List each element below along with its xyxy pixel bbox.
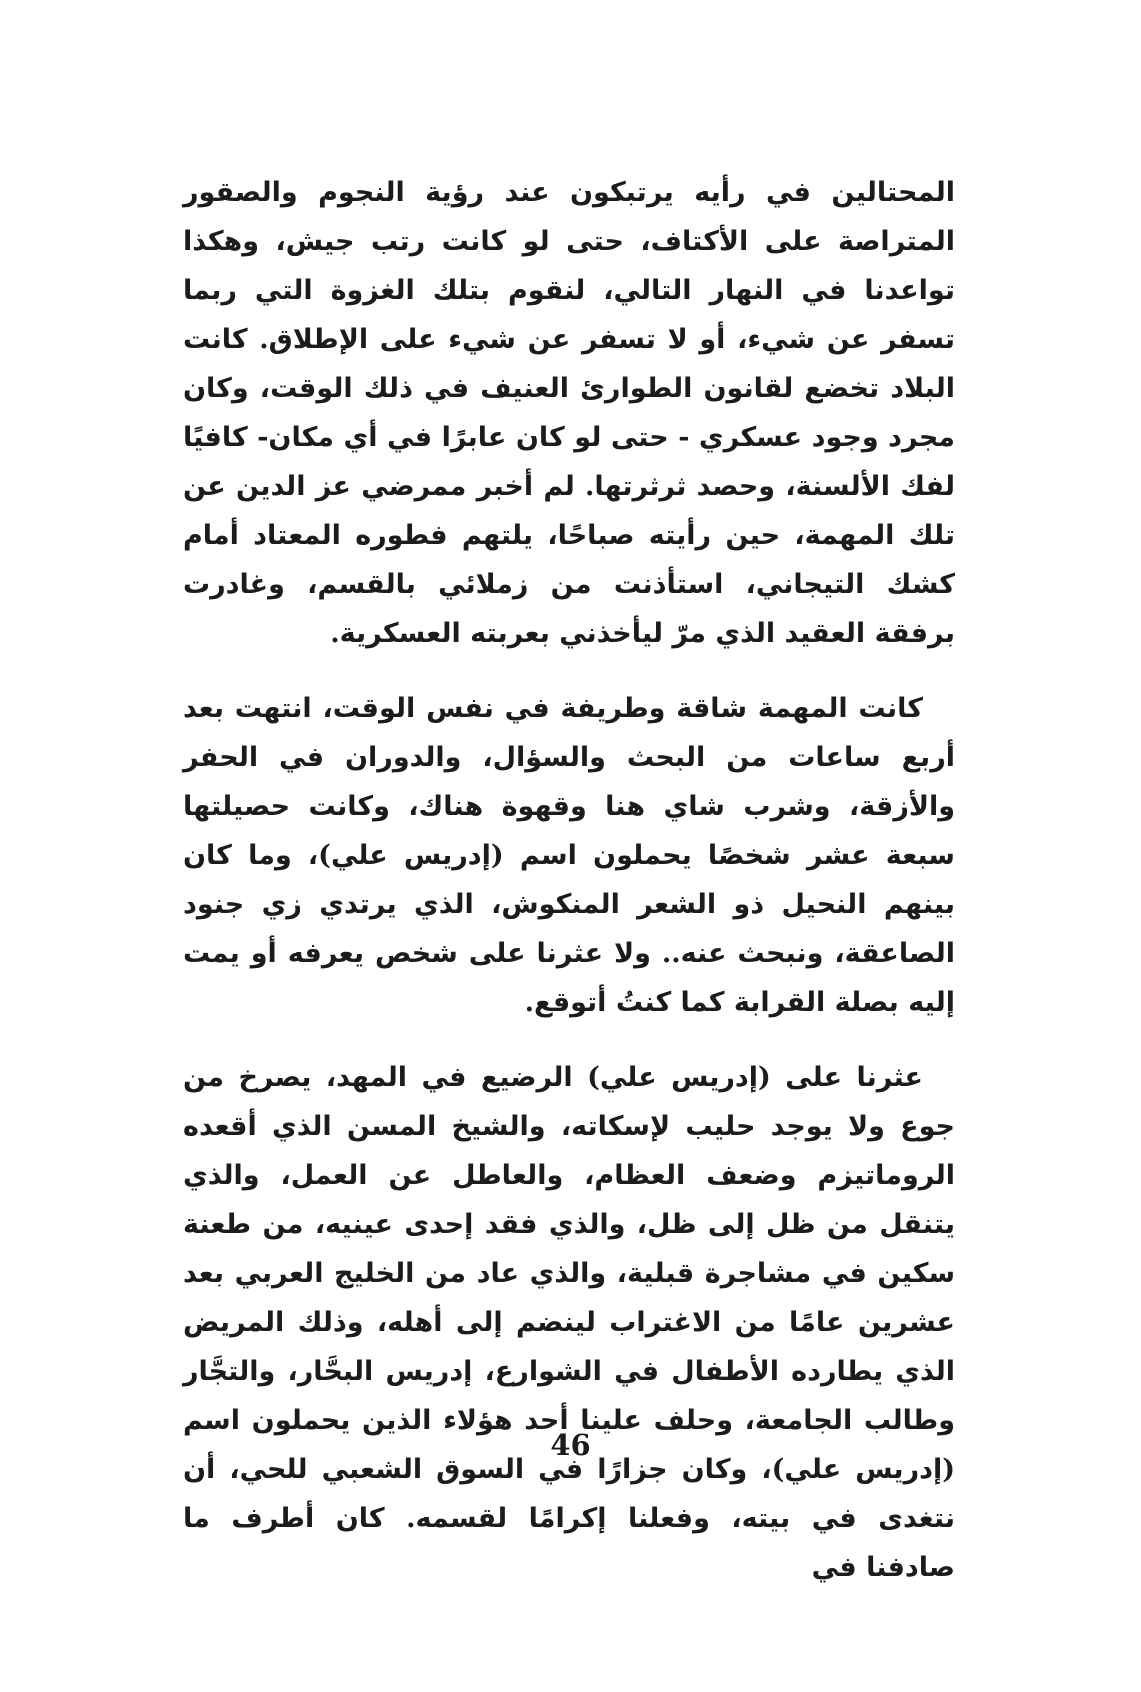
paragraph: كانت المهمة شاقة وطريفة في نفس الوقت، انتهت بعد أربع ساعات من البحث والسؤال، والدوران في الحفر والأزقة، وشرب شاي هنا وقهوة هناك، وكانت حصيلتها سبعة عشر شخصًا يحملون اسم (إدريس علي)، وما كان بينهم النحيل ذو الشعر المنكوش، الذي يرتدي زي جنود الصاعقة، ونبحث عنه.. ولا عثرنا على شخص يعرفه أو يمت إليه بصلة القرابة كما كنتُ أتوقع. bbox=[183, 693, 955, 1018]
page-text-block bbox=[183, 168, 955, 1592]
paragraph: عثرنا على (إدريس علي) الرضيع في المهد، يصرخ من جوع ولا يوجد حليب لإسكاته، والشيخ المسن الذي أقعده الروماتيزم وضعف العظام، والعاطل عن العمل، والذي يتنقل من ظل إلى ظل، والذي فقد إحدى عينيه، من طعنة سكين في مشاجرة قبلية، والذي عاد من الخليج العربي بعد عشرين عامًا من الاغتراب لينضم إلى أهله، وذلك المريض الذي يطارده الأطفال في الشوارع، إدريس البحَّار، والتجَّار وطالب الجامعة، وحلف علينا أحد هؤلاء الذين يحملون اسم (إدريس علي)، وكان جزارًا في السوق الشعبي للحي، أن نتغدى في بيته، وفعلنا إكرامًا لقسمه. كان أطرف ما صادفنا في bbox=[183, 1062, 955, 1583]
page-number: 46 bbox=[550, 1428, 591, 1462]
paragraph-continuation: المحتالين في رأيه يرتبكون عند رؤية النجوم والصقور المتراصة على الأكتاف، حتى لو كانت رتب جيش، وهكذا تواعدنا في النهار التالي، لنقوم بتلك الغزوة التي ربما تسفر عن شيء، أو لا تسفر عن شيء على الإطلاق. كانت البلاد تخضع لقانون الطوارئ العنيف في ذلك الوقت، وكان مجرد وجود عسكري - حتى لو كان عابرًا في أي مكان- كافيًا لفك الألسنة، وحصد ثرثرتها. لم أخبر ممرضي عز الدين عن تلك المهمة، حين رأيته صباحًا، يلتهم فطوره المعتاد أمام كشك التيجاني، استأذنت من زملائي بالقسم، وغادرت برفقة العقيد الذي مرّ ليأخذني بعربته العسكرية. bbox=[183, 177, 955, 649]
